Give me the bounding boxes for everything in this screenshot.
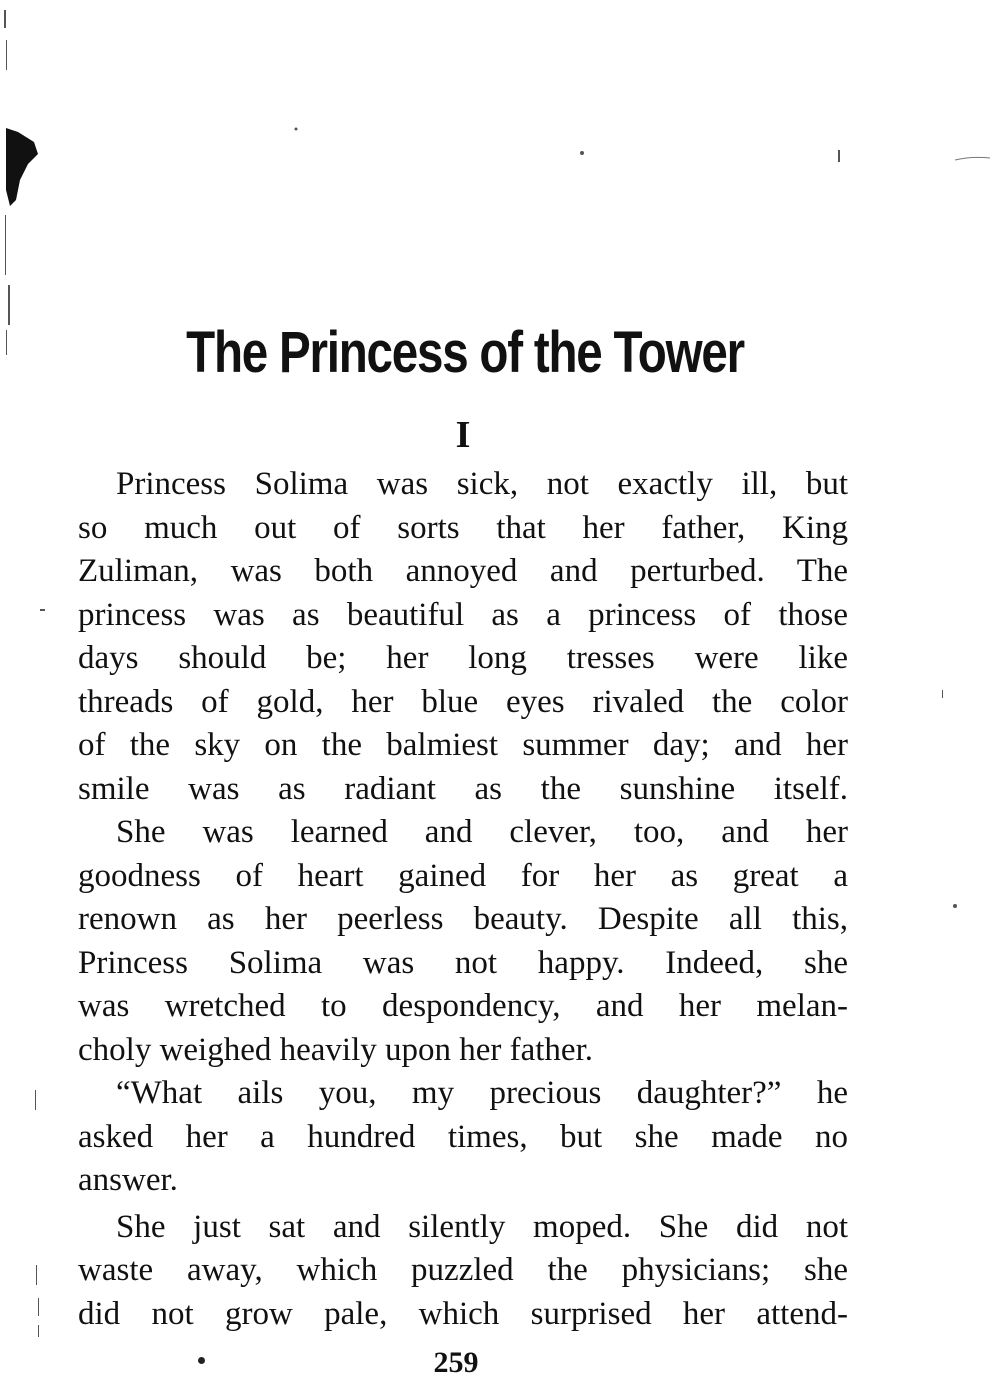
text-line: She just sat and silently moped. She did not: [116, 1208, 848, 1245]
text-line: waste away, which puzzled the physicians; she: [78, 1252, 848, 1288]
text-line: days should be; her long tresses were like: [78, 640, 848, 676]
binding-shadow-mark: [4, 120, 44, 210]
section-number: I: [455, 414, 471, 456]
chapter-title: The Princess of the Tower: [186, 320, 744, 385]
text-line: answer.: [78, 1162, 178, 1198]
text-line: of the sky on the balmiest summer day; and her: [78, 727, 848, 763]
paragraph: [78, 811, 848, 1072]
text-line: “What ails you, my precious daughter?” he: [116, 1075, 848, 1111]
text-line: threads of gold, her blue eyes rivaled the color: [78, 683, 848, 720]
page-number: 259: [433, 1346, 479, 1379]
text-line: so much out of sorts that her father, King: [78, 509, 848, 546]
text-line: renown as her peerless beauty. Despite all this,: [78, 901, 848, 937]
paragraph: [78, 1206, 848, 1337]
paragraph: [78, 463, 848, 811]
text-line: was wretched to despondency, and her melan-: [78, 988, 848, 1024]
text-line: princess was as beautiful as a princess of those: [78, 596, 848, 633]
text-line: did not grow pale, which surprised her attend-: [78, 1295, 848, 1332]
text-line: choly weighed heavily upon her father.: [78, 1031, 593, 1068]
text-line: Princess Solima was not happy. Indeed, she: [78, 944, 848, 981]
text-line: goodness of heart gained for her as great a: [78, 857, 848, 894]
text-line: asked her a hundred times, but she made no: [78, 1118, 848, 1155]
text-line: Zuliman, was both annoyed and perturbed. The: [78, 553, 848, 589]
text-line: Princess Solima was sick, not exactly ill, but: [116, 466, 848, 502]
body-text: [78, 463, 848, 1336]
paragraph: [78, 1072, 848, 1203]
text-line: smile was as radiant as the sunshine itself.: [78, 770, 848, 807]
text-line: She was learned and clever, too, and her: [116, 814, 848, 850]
